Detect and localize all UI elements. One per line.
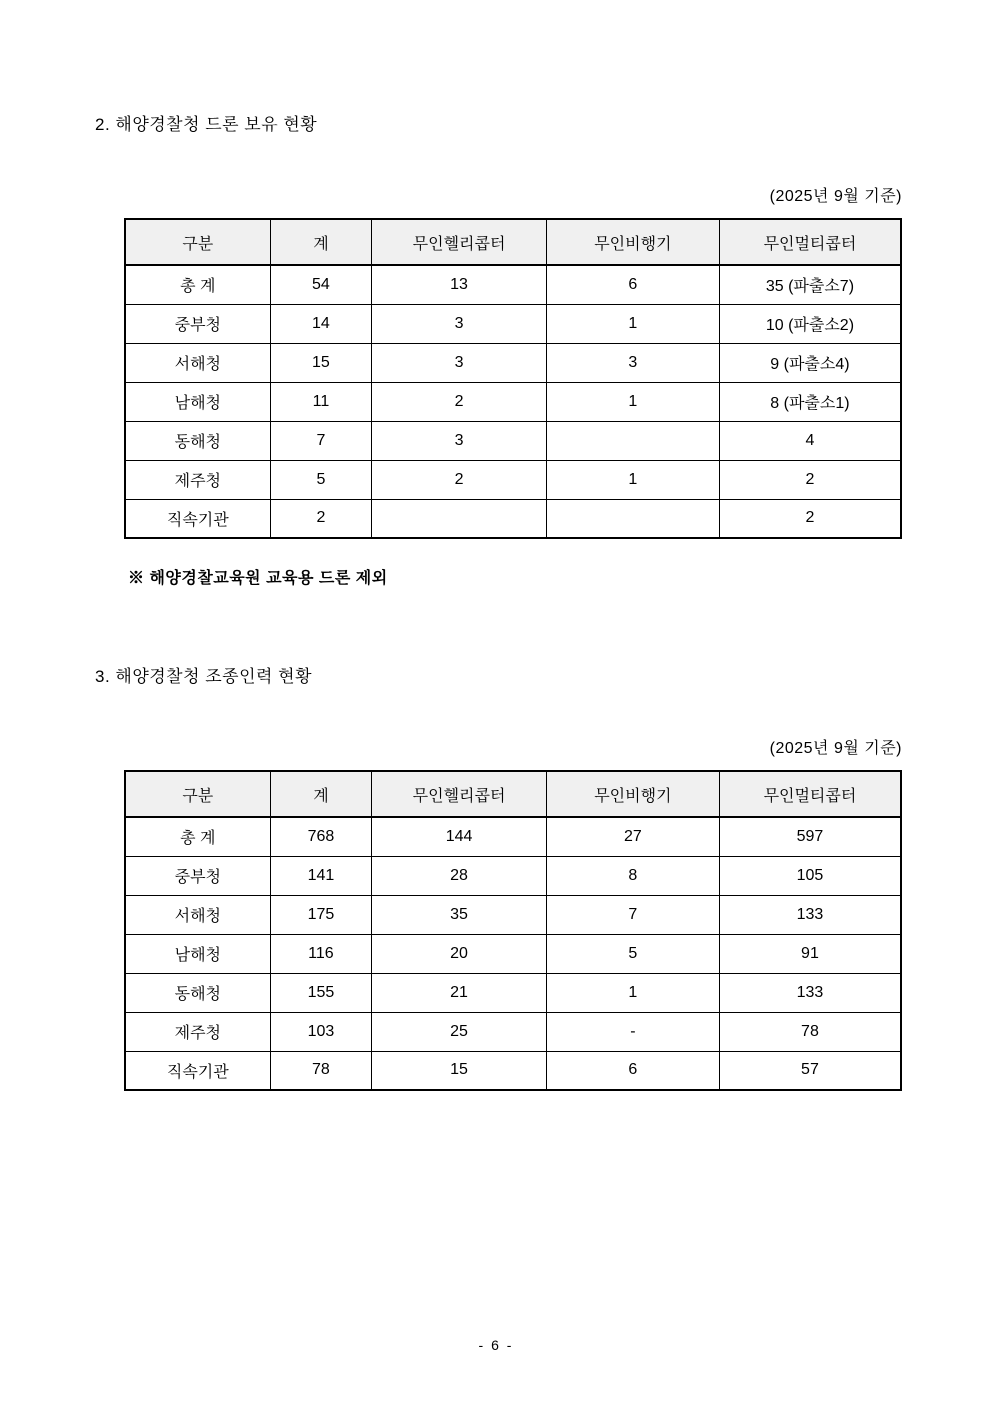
value-cell [546,499,719,538]
column-header: 무인비행기 [546,771,719,817]
value-cell: - [546,1012,719,1051]
column-header: 무인비행기 [546,219,719,265]
value-cell: 57 [719,1051,901,1090]
value-cell: 133 [719,973,901,1012]
value-cell: 35 (파출소7) [719,265,901,304]
column-header: 계 [270,771,372,817]
value-cell: 91 [719,934,901,973]
table-row [125,856,901,895]
table-row [125,304,901,343]
value-cell: 28 [372,856,547,895]
value-cell: 15 [270,343,372,382]
table-row [125,460,901,499]
table-header-row [125,771,901,817]
row-label-cell: 직속기관 [125,499,270,538]
drone-holdings-note: ※ 해양경찰교육원 교육용 드론 제외 [128,570,388,587]
value-cell: 5 [546,934,719,973]
drone-holdings-table [124,218,902,539]
value-cell: 54 [270,265,372,304]
value-cell: 11 [270,382,372,421]
row-label-cell: 남해청 [125,382,270,421]
drone-holdings-table-area [124,183,902,539]
drone-holdings-heading: 2. 해양경찰청 드론 보유 현황 [95,115,318,134]
value-cell: 8 [546,856,719,895]
column-header: 무인멀티콥터 [719,771,901,817]
value-cell: 8 (파출소1) [719,382,901,421]
table-row [125,895,901,934]
value-cell: 1 [546,460,719,499]
value-cell: 5 [270,460,372,499]
value-cell: 133 [719,895,901,934]
column-header: 구분 [125,771,270,817]
table-row [125,1051,901,1090]
value-cell: 1 [546,382,719,421]
value-cell: 2 [372,382,547,421]
value-cell: 103 [270,1012,372,1051]
value-cell: 13 [372,265,547,304]
table-row [125,1012,901,1051]
table-header-row [125,219,901,265]
value-cell: 2 [270,499,372,538]
value-cell: 3 [372,304,547,343]
value-cell: 1 [546,973,719,1012]
row-label-cell: 직속기관 [125,1051,270,1090]
value-cell: 4 [719,421,901,460]
row-label-cell: 남해청 [125,934,270,973]
section-drone-holdings [0,0,992,588]
column-header: 무인멀티콥터 [719,219,901,265]
value-cell: 78 [270,1051,372,1090]
value-cell: 7 [270,421,372,460]
value-cell: 15 [372,1051,547,1090]
value-cell: 25 [372,1012,547,1051]
column-header: 무인헬리콥터 [372,219,547,265]
drone-holdings-date-label: (2025년 9월 기준) [769,188,902,205]
value-cell: 21 [372,973,547,1012]
page-number: - 6 - [478,1337,514,1353]
value-cell: 35 [372,895,547,934]
table-row [125,973,901,1012]
table-row [125,382,901,421]
row-label-cell: 총 계 [125,265,270,304]
row-label-cell: 중부청 [125,856,270,895]
row-label-cell: 동해청 [125,421,270,460]
value-cell: 78 [719,1012,901,1051]
value-cell: 175 [270,895,372,934]
value-cell: 141 [270,856,372,895]
row-label-cell: 서해청 [125,895,270,934]
value-cell: 1 [546,304,719,343]
table-row [125,817,901,856]
row-label-cell: 동해청 [125,973,270,1012]
table-row [125,343,901,382]
value-cell: 155 [270,973,372,1012]
value-cell: 597 [719,817,901,856]
pilot-personnel-date-label: (2025년 9월 기준) [769,740,902,757]
pilot-personnel-table [124,770,902,1091]
value-cell: 3 [372,421,547,460]
table-row [125,499,901,538]
column-header: 계 [270,219,372,265]
value-cell: 9 (파출소4) [719,343,901,382]
value-cell: 20 [372,934,547,973]
value-cell: 3 [546,343,719,382]
section-pilot-personnel [0,662,992,1091]
value-cell [546,421,719,460]
value-cell: 768 [270,817,372,856]
row-label-cell: 제주청 [125,460,270,499]
row-label-cell: 중부청 [125,304,270,343]
row-label-cell: 총 계 [125,817,270,856]
column-header: 무인헬리콥터 [372,771,547,817]
value-cell: 144 [372,817,547,856]
value-cell: 10 (파출소2) [719,304,901,343]
pilot-personnel-heading: 3. 해양경찰청 조종인력 현황 [95,667,312,686]
row-label-cell: 제주청 [125,1012,270,1051]
table-row [125,934,901,973]
value-cell: 105 [719,856,901,895]
value-cell: 7 [546,895,719,934]
row-label-cell: 서해청 [125,343,270,382]
value-cell: 27 [546,817,719,856]
value-cell: 116 [270,934,372,973]
value-cell [372,499,547,538]
value-cell: 6 [546,1051,719,1090]
value-cell: 14 [270,304,372,343]
value-cell: 6 [546,265,719,304]
table-row [125,265,901,304]
value-cell: 3 [372,343,547,382]
value-cell: 2 [372,460,547,499]
table-row [125,421,901,460]
value-cell: 2 [719,499,901,538]
column-header: 구분 [125,219,270,265]
value-cell: 2 [719,460,901,499]
pilot-personnel-table-area [124,735,902,1091]
